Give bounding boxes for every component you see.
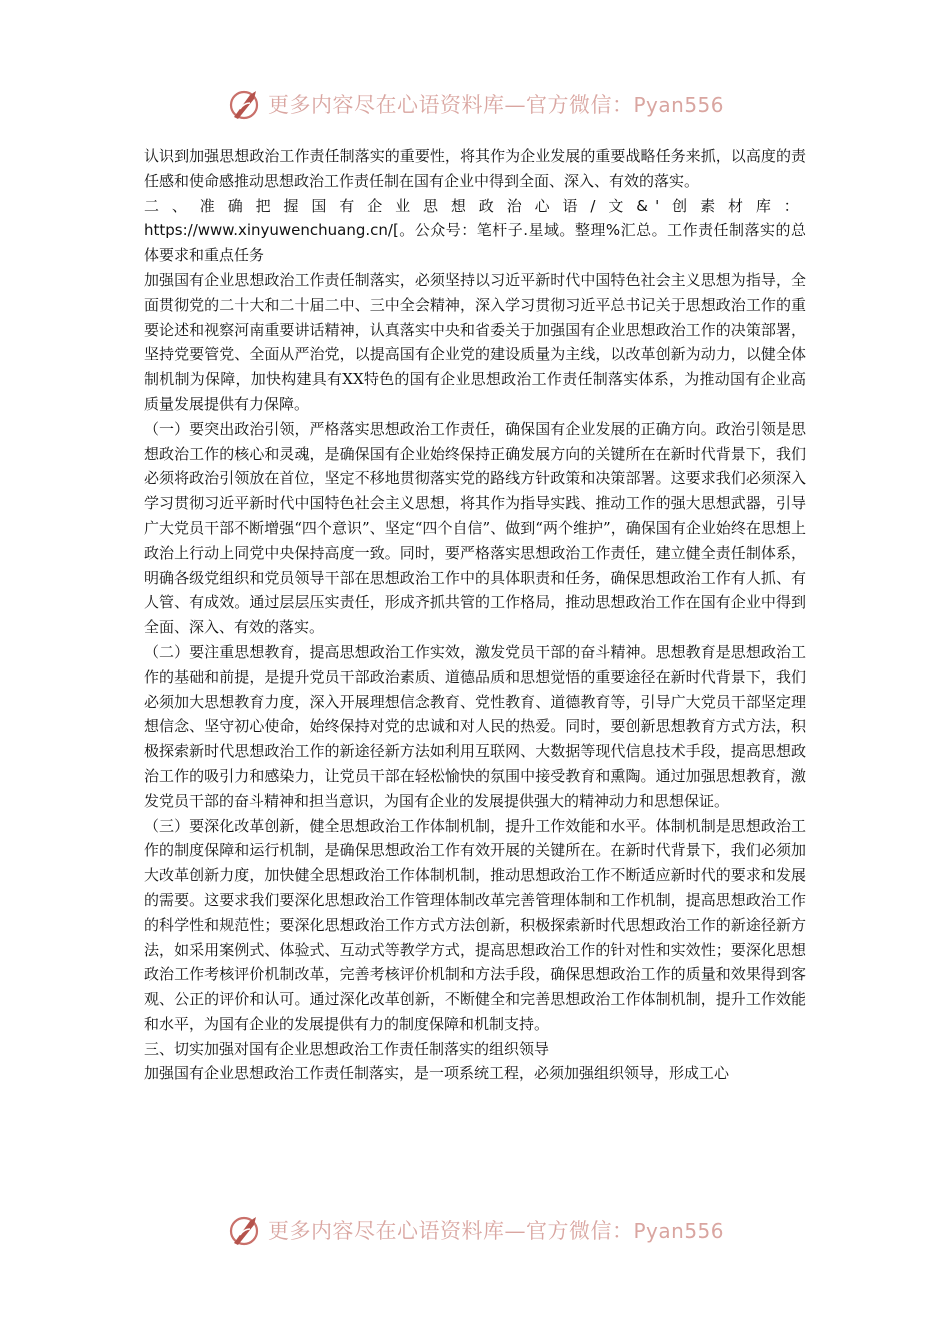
section-heading-2-title: 二、准确把握国有企业思想政治心语/文&'创素材库： [144, 196, 806, 215]
document-body [144, 144, 806, 1086]
section-heading-2-link: https://www.xinyuwenchuang.cn/[。公众号：笔杆子.星域。整理%汇总。工作责任制落实的总体要求和重点任务 [144, 221, 806, 265]
paragraph-intro-tail: 认识到加强思想政治工作责任制落实的重要性，将其作为企业发展的重要战略任务来抓，以高度的责任感和使命感推动思想政治工作责任制在国有企业中得到全面、深入、有效的落实。 [144, 147, 806, 190]
banner-text [268, 1215, 724, 1245]
section-heading-3: 三、切实加强对国有企业思想政治工作责任制落实的组织领导 [144, 1039, 550, 1058]
header-watermark-banner [228, 86, 728, 122]
pen-logo-icon [228, 87, 262, 121]
paragraph-overall-requirements: 加强国有企业思想政治工作责任制落实，必须坚持以习近平新时代中国特色社会主义思想为指导，全面贯彻党的二十大和二十届二中、三中全会精神，深入学习贯彻习近平总书记关于思想政治工作的重要论述和视察河南重要讲话精神，认真落实中央和省委关于加强国有企业思想政治工作的决策部署，坚持党要管党、全面从严治党，以提高国有企业党的建设质量为主线，以改革创新为动力，以健全体制机制为保障，加快构建具有XX特色的国有企业思想政治工作责任制落实体系，为推动国有企业高质量发展提供有力保障。 [144, 270, 806, 413]
banner-wechat-id: Pyan556 [633, 93, 725, 117]
section-heading-2 [144, 194, 806, 268]
footer-watermark-banner [228, 1212, 728, 1248]
banner-label: 更多内容尽在心语资料库—官方微信： [268, 93, 634, 117]
pen-logo-icon [228, 1213, 262, 1247]
paragraph-reform-innovation: （三）要深化改革创新，健全思想政治工作体制机制，提升工作效能和水平。体制机制是思想政治工作的制度保障和运行机制，是确保思想政治工作有效开展的关键所在。在新时代背景下，我们必须加大改革创新力度，加快健全思想政治工作体制机制，推动思想政治工作不断适应新时代的要求和发展的需要。这要求我们要深化思想政治工作管理体制改革完善管理体制和工作机制，提高思想政治工作的科学性和规范性；要深化思想政治工作方式方法创新，积极探索新时代思想政治工作的新途径新方法，如采用案例式、体验式、互动式等教学方式，提高思想政治工作的针对性和实效性；要深化思想政治工作考核评价机制改革，完善考核评价机制和方法手段，确保思想政治工作的质量和效果得到客观、公正的评价和认可。通过深化改革创新，不断健全和完善思想政治工作体制机制，提升工作效能和水平，为国有企业的发展提供有力的制度保障和机制支持。 [144, 816, 806, 1033]
paragraph-organizational-leadership: 加强国有企业思想政治工作责任制落实，是一项系统工程，必须加强组织领导，形成工心 [144, 1064, 730, 1083]
paragraph-ideological-education: （二）要注重思想教育，提高思想政治工作实效，激发党员干部的奋斗精神。思想教育是思想政治工作的基础和前提，是提升党员干部政治素质、道德品质和思想觉悟的重要途径在新时代背景下，我们必须加大思想教育力度，深入开展理想信念教育、党性教育、道德教育等，引导广大党员干部坚定理想信念、坚守初心使命，始终保持对党的忠诚和对人民的热爱。同时，要创新思想教育方式方法，积极探索新时代思想政治工作的新途径新方法如利用互联网、大数据等现代信息技术手段，提高思想政治工作的吸引力和感染力，让党员干部在轻松愉快的氛围中接受教育和熏陶。通过加强思想教育，激发党员干部的奋斗精神和担当意识，为国有企业的发展提供强大的精神动力和思想保证。 [144, 642, 806, 810]
banner-text [268, 89, 724, 119]
paragraph-political-guidance: （一）要突出政治引领，严格落实思想政治工作责任，确保国有企业发展的正确方向。政治引领是思想政治工作的核心和灵魂，是确保国有企业始终保持正确发展方向的关键所在在新时代背景下，我们必须将政治引领放在首位，坚定不移地贯彻落实党的路线方针政策和决策部署。这要求我们必须深入学习贯彻习近平新时代中国特色社会主义思想，将其作为指导实践、推动工作的强大思想武器，引导广大党员干部不断增强“四个意识”、坚定“四个自信”、做到“两个维护”，确保国有企业始终在思想上政治上行动上同党中央保持高度一致。同时，要严格落实思想政治工作责任，建立健全责任制体系，明确各级党组织和党员领导干部在思想政治工作中的具体职责和任务，确保思想政治工作有人抓、有人管、有成效。通过层层压实责任，形成齐抓共管的工作格局，推动思想政治工作在国有企业中得到全面、深入、有效的落实。 [144, 419, 806, 637]
banner-label: 更多内容尽在心语资料库—官方微信： [268, 1219, 634, 1243]
banner-wechat-id: Pyan556 [633, 1219, 725, 1243]
